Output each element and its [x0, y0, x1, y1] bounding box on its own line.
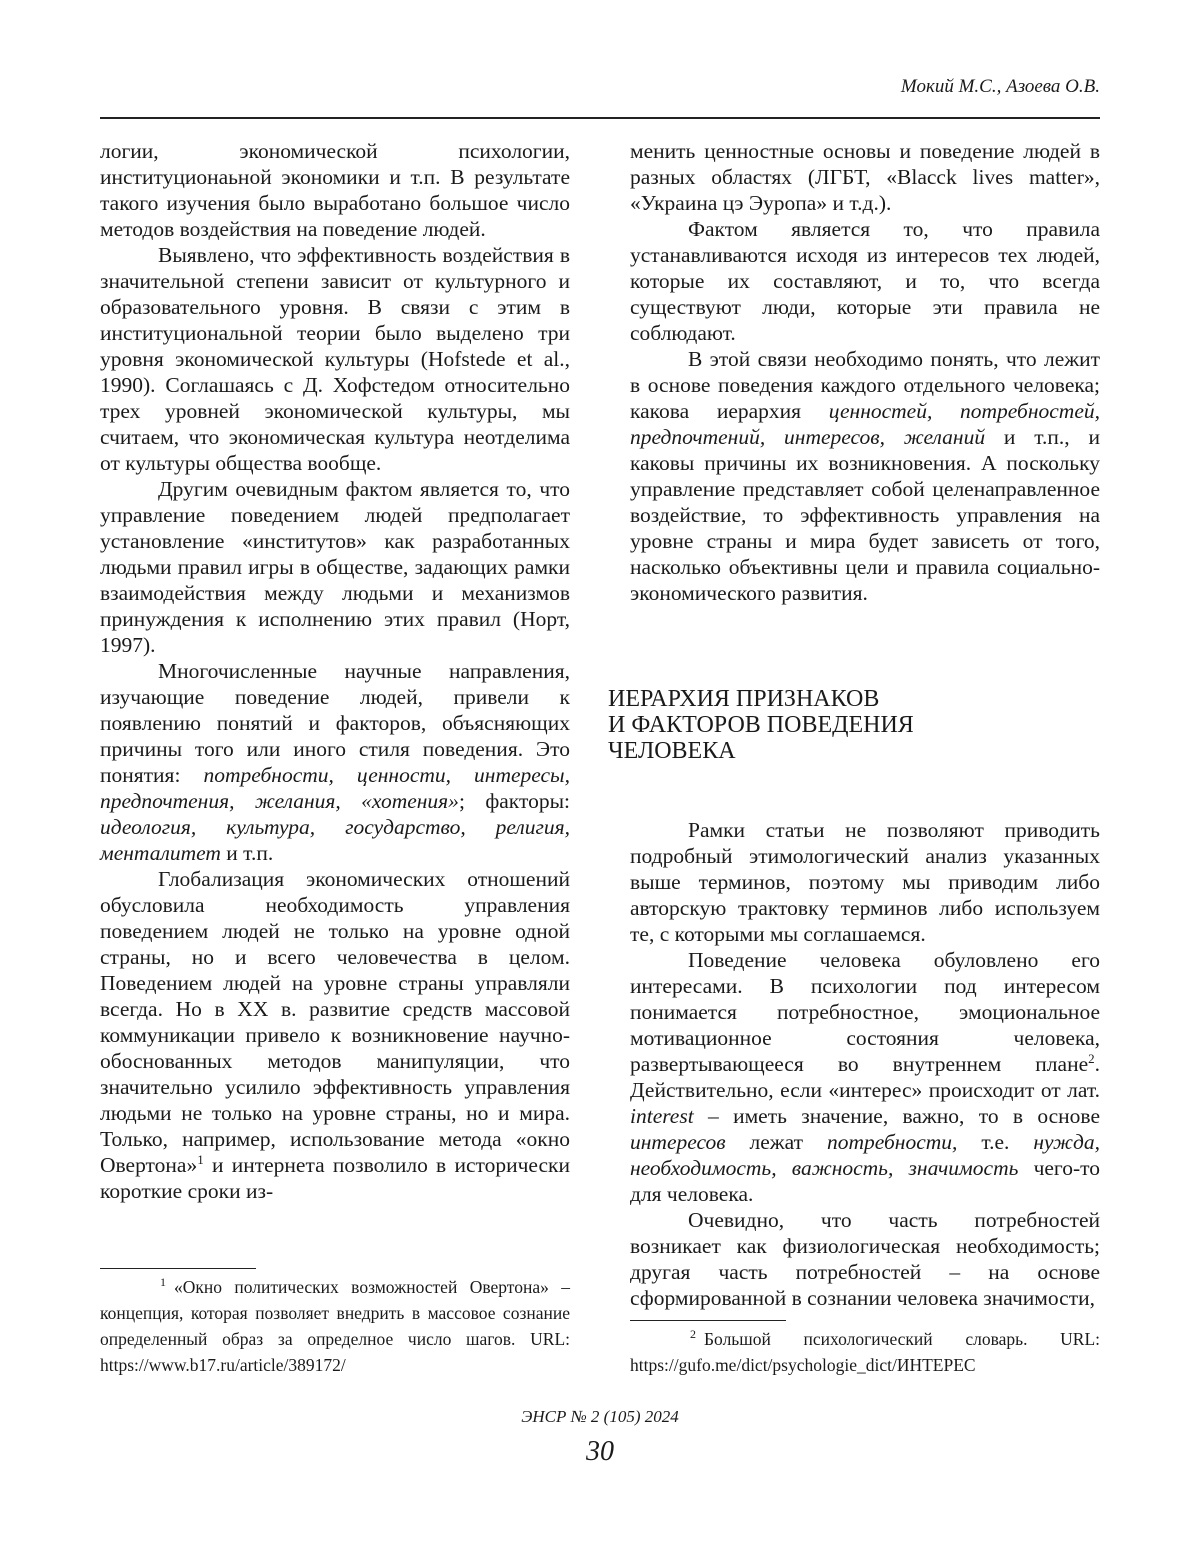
left-column	[100, 138, 570, 1204]
left-paragraph-4	[100, 658, 570, 866]
text-run: – иметь значение, важно, то в основе	[693, 1104, 1100, 1128]
left-paragraph-5	[100, 866, 570, 1204]
section-paragraph-1: Рамки статьи не позволяют приводить подробный этимологический анализ указанных выше терминов, поэтому мы приводим либо авторскую трактовку терминов либо используем те, с которыми мы соглашаемся.	[630, 818, 1100, 946]
footnote-rule-left	[100, 1268, 256, 1269]
left-paragraph-2: Выявлено, что эффективность воздействия в значительной степени зависит от культурного и образовательного уровня. В связи с этим в институциональной теории было выделено три уровня экономической культуры (Hofstede et al., 1990). Соглашаясь с Д. Хофстедом относительно трех уровней экономической культуры, мы считаем, что экономическая культура неотделима от культуры общества вообще.	[100, 243, 570, 475]
text-run: т.е.	[957, 1130, 1034, 1154]
right-column-section	[630, 817, 1100, 1311]
text-run: ; факторы:	[458, 789, 571, 813]
section-title-line: И ФАКТОРОВ ПОВЕДЕНИЯ	[608, 712, 914, 738]
right-paragraph-2: Фактом является то, что правила устанавливаются исходя из интересов тех людей, которые их составляют, и то, что всегда существуют люди, которые эти правила не соблюдают.	[630, 217, 1100, 345]
right-paragraph-1: менить ценностные основы и поведение людей в разных областях (ЛГБТ, «Blacck lives matter», «Украина цэ Эуропа» и т.д.).	[630, 139, 1100, 215]
section-title-line: ИЕРАРХИЯ ПРИЗНАКОВ	[608, 686, 880, 712]
text-run: Глобализация экономических отношений обусловила необходимость управления поведением людей не только на уровне одной страны, но и всего человечества в целом. Поведением людей на уровне страны управляли всегда. Но в XX в. развитие средств массовой коммуникации привело к возникновение научно-обоснованных методов манипуляции, что значительно усилило эффективность управления людьми не только на уровне страны, но и мира. Только, например, использование метода «окно Овертона»	[100, 867, 570, 1177]
right-paragraph-3	[630, 346, 1100, 606]
text-run: и интернета позволило в исторически короткие сроки из-	[100, 1153, 570, 1203]
right-column-top	[630, 138, 1100, 606]
italic-latin-term: interest	[630, 1104, 694, 1128]
italic-hierarchy-terms: ценностей, потребностей, предпочтений, интересов, желаний	[630, 399, 1100, 449]
section-title-line: ЧЕЛОВЕКА	[608, 738, 736, 764]
italic-term: нужда, необходимость, важность, значимость	[630, 1130, 1100, 1180]
page-number: 30	[586, 1436, 614, 1467]
header-rule	[100, 117, 1100, 119]
italic-concepts: потребности, ценности, интересы, предпочтения, желания, «хотения»	[100, 763, 570, 813]
text-run: Многочисленные научные направления, изучающие поведение людей, привели к появлению понятий и факторов, объясняющих причины того или иного стиля поведения. Это понятия:	[100, 659, 570, 787]
running-head-authors: Мокий М.С., Азоева О.В.	[900, 76, 1100, 97]
footnote-number: 2	[690, 1327, 696, 1342]
section-title	[608, 686, 1028, 764]
footnote-number: 1	[160, 1275, 166, 1290]
left-paragraph-3: Другим очевидным фактом является то, что управление поведением людей предполагает установление «институтов» как разработанных людьми правил игры в обществе, задающих рамки взаимодействия между людьми и механизмов принуждения к исполнению этих правил (Норт, 1997).	[100, 477, 570, 657]
footnote-text: «Окно политических возможностей Овертона» – концепция, которая позволяет внедрить в массовое сознание определенный образ за определное число шагов. URL: https://www.b17.ru/article/389172/	[100, 1277, 570, 1375]
footnote-rule-right	[630, 1320, 786, 1321]
footnote-text: Большой психологический словарь. URL: https://gufo.me/dict/psychologie_dict/ИНТЕРЕС	[630, 1329, 1100, 1375]
footnote-1	[100, 1274, 570, 1378]
text-run: Поведение человека обуловлено его интересами. В психологии под интересом понимается потребностное, эмоциональное мотивационное состояния человека, развертывающееся во внутреннем плане	[630, 948, 1100, 1076]
italic-term: интересов	[630, 1130, 726, 1154]
text-run: и т.п., и каковы причины их возникновения. А поскольку управление представляет собой целенаправленное воздействие, то эффективность управления на уровне страны и мира будет зависеть от того, насколько объективны цели и правила социально-экономического развития.	[630, 425, 1100, 605]
section-paragraph-2	[630, 947, 1100, 1207]
footnote-2	[630, 1326, 1100, 1378]
italic-term: потребности,	[826, 1130, 958, 1154]
left-paragraph-1: логии, экономической психологии, институционаьной экономики и т.п. В результате такого изучения было выработано большое число методов воздействия на поведение людей.	[100, 139, 570, 241]
footnote-ref-1[interactable]: 1	[197, 1151, 204, 1167]
text-run: чего-то для человека.	[630, 1156, 1100, 1206]
italic-factors: идеология, культура, государство, религия, менталитет	[100, 815, 570, 865]
text-run: . Действительно, если «интерес» происходит от лат.	[630, 1052, 1100, 1102]
text-run: и т.п.	[220, 841, 274, 865]
journal-issue: ЭНСР № 2 (105) 2024	[521, 1407, 679, 1426]
section-paragraph-3: Очевидно, что часть потребностей возникает как физиологическая необходимость; другая часть потребностей – на основе сформированной в сознании человека значимости,	[630, 1208, 1100, 1310]
footnote-ref-2[interactable]: 2	[1088, 1050, 1095, 1066]
text-run: В этой связи необходимо понять, что лежит в основе поведения каждого отдельного человека; какова иерархия	[630, 347, 1100, 423]
text-run: лежат	[725, 1130, 827, 1154]
